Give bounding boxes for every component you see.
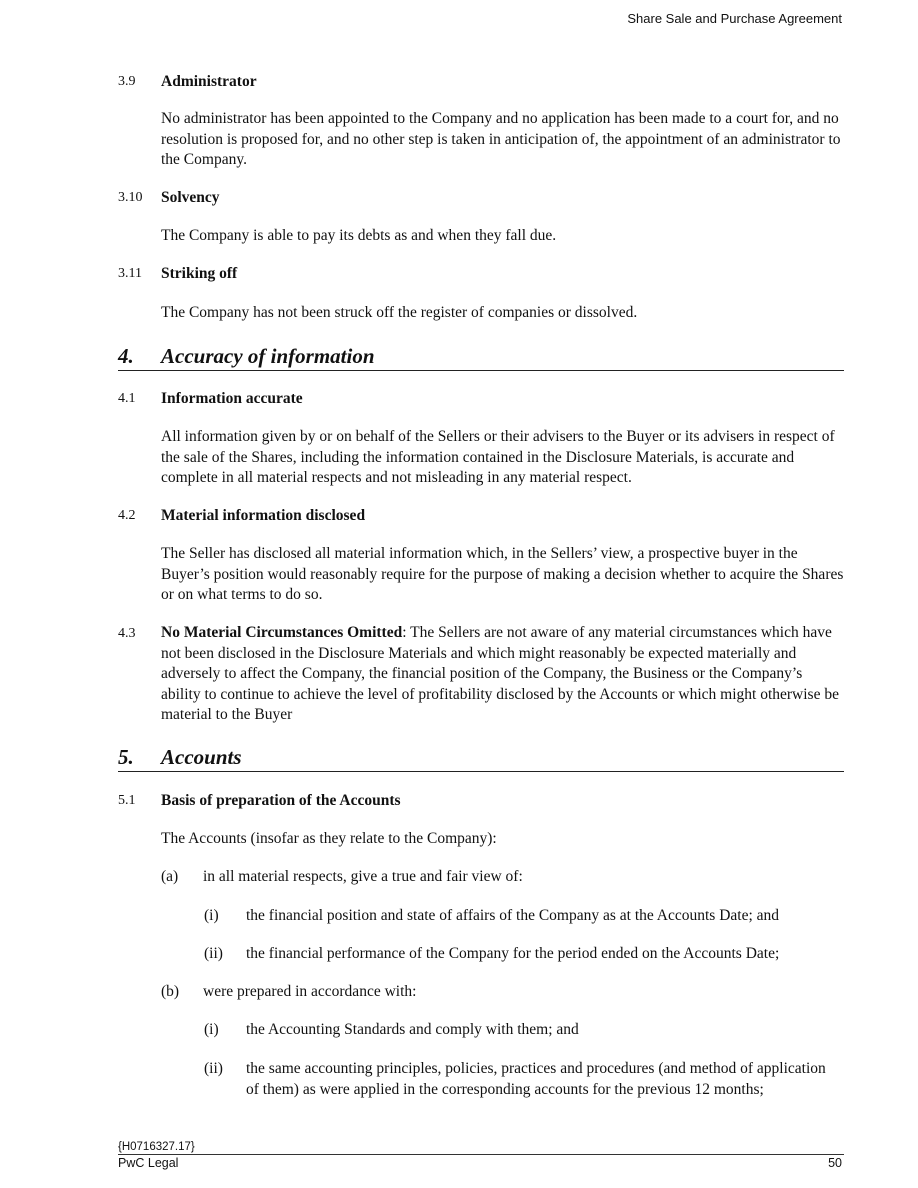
clause-3-10-text: The Company is able to pay its debts as and when they fall due.	[161, 227, 557, 244]
clause-4-3-text	[161, 623, 845, 726]
subclause-label: (ii)	[204, 1060, 223, 1077]
section-title: Accuracy of information	[161, 344, 375, 368]
clause-number: 5.1	[118, 793, 136, 808]
section-number: 5.	[118, 745, 134, 769]
clause-heading: Striking off	[161, 265, 238, 282]
clause-number: 4.2	[118, 508, 136, 523]
subclause-label: (i)	[204, 1021, 219, 1038]
section-4-heading	[118, 344, 844, 371]
subclause-text: the same accounting principles, policies, practices and procedures (and method of application of them) as were applied in the corresponding accounts for the previous 12 months;	[246, 1060, 826, 1098]
subclause-text: the Accounting Standards and comply with them; and	[246, 1021, 579, 1038]
clause-heading: Basis of preparation of the Accounts	[161, 792, 401, 809]
footer-divider	[118, 1154, 844, 1155]
subclause-label: (a)	[161, 868, 179, 885]
clause-heading: Material information disclosed	[161, 507, 366, 524]
section-number: 4.	[118, 344, 134, 368]
page-number: 50	[828, 1156, 842, 1170]
clause-number: 3.10	[118, 190, 143, 205]
footer-firm-name: PwC Legal	[118, 1156, 179, 1170]
section-5-heading	[118, 745, 844, 772]
section-title: Accounts	[161, 745, 242, 769]
clause-heading: Information accurate	[161, 390, 303, 407]
clause-heading: Administrator	[161, 73, 257, 90]
subclause-label: (i)	[204, 907, 219, 924]
clause-number: 4.3	[118, 626, 136, 641]
header-title: Share Sale and Purchase Agreement	[627, 11, 842, 26]
clause-4-2-text: The Seller has disclosed all material information which, in the Sellers’ view, a prospective buyer in the Buyer’s position would reasonably require for the purpose of making a decision whether to acquire the Shares or on what terms to do so.	[161, 545, 844, 603]
clause-3-9-text: No administrator has been appointed to the Company and no application has been made to a court for, and no resolution is proposed for, and no other step is taken in anticipation of, the appointment of an administrator to the Company.	[161, 110, 841, 168]
clause-4-3-body: : The Sellers are not aware of any material circumstances which have not been disclosed in the Disclosure Materials and which might reasonably be expected materially and adversely to affect the Company, the financial position of the Company, the Business or the Company’s ability to continue to achieve the level of profitability disclosed by the Accounts or which might otherwise be material to the Buyer	[161, 624, 839, 723]
subclause-label: (b)	[161, 983, 180, 1000]
subclause-text: the financial position and state of affairs of the Company as at the Accounts Date; and	[246, 907, 780, 924]
subclause-text: were prepared in accordance with:	[203, 983, 417, 1000]
clause-number: 3.9	[118, 74, 136, 89]
clause-4-1-text: All information given by or on behalf of the Sellers or their advisers to the Buyer or its advisers in respect of the sale of the Shares, including the information contained in the Disclosure Materials, is accurate and complete in all material respects and not misleading in any material respect.	[161, 428, 835, 486]
clause-5-1-text: The Accounts (insofar as they relate to the Company):	[161, 830, 497, 847]
clause-number: 4.1	[118, 391, 136, 406]
clause-heading: No Material Circumstances Omitted	[161, 624, 403, 641]
subclause-label: (ii)	[204, 945, 223, 962]
subclause-text: in all material respects, give a true and fair view of:	[203, 868, 523, 885]
subclause-text: the financial performance of the Company for the period ended on the Accounts Date;	[246, 945, 780, 962]
clause-heading: Solvency	[161, 189, 220, 206]
clause-3-11-text: The Company has not been struck off the register of companies or dissolved.	[161, 304, 638, 321]
document-reference: {H0716327.17}	[118, 1141, 195, 1153]
clause-number: 3.11	[118, 266, 142, 281]
